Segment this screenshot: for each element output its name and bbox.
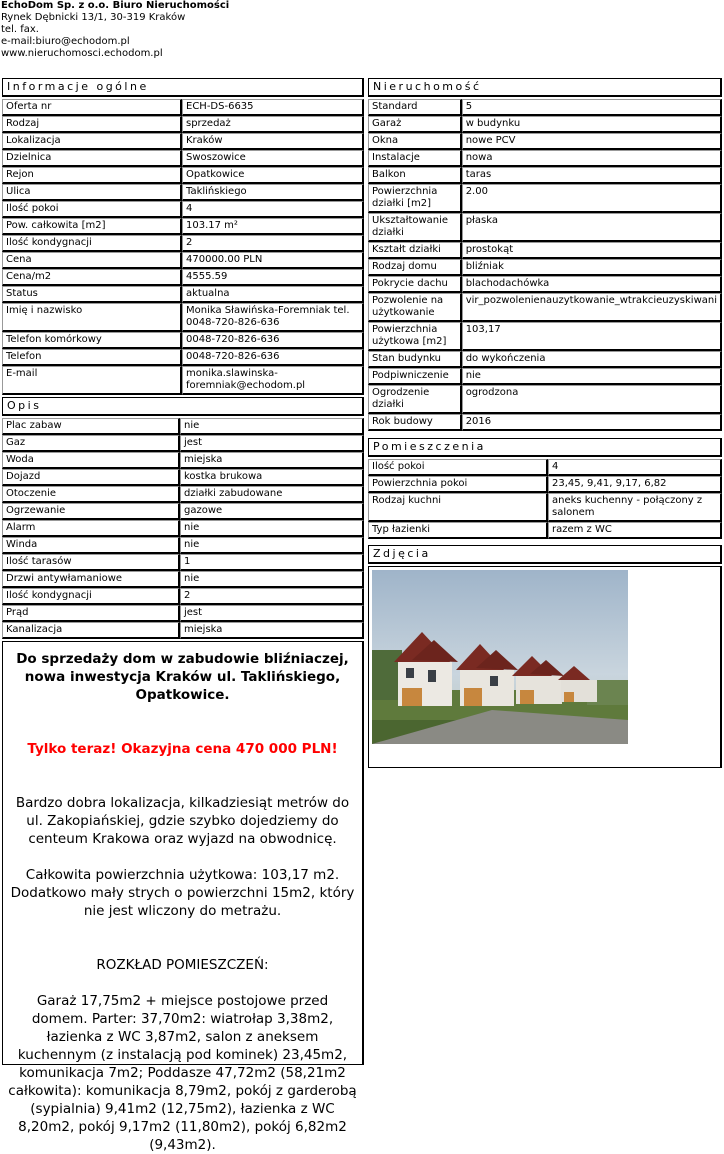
value-lokalizacja: Kraków (182, 133, 364, 150)
label-rok-budowy: Rok budowy (368, 414, 462, 431)
value-cena: 470000.00 PLN (182, 252, 364, 269)
house-illustration (372, 570, 628, 744)
value-gaz: jest (180, 435, 364, 452)
table-row (368, 368, 722, 385)
label-ulica: Ulica (2, 184, 182, 201)
table-row (2, 605, 364, 622)
label-otoczenie: Otoczenie (2, 486, 180, 503)
value-powierzchnia-dzialki-m2: 2.00 (462, 184, 722, 213)
label-ilosc-kondygnacji: Ilość kondygnacji (2, 588, 180, 605)
value-podpiwniczenie: nie (462, 368, 722, 385)
table-row (368, 133, 722, 150)
table-row (2, 167, 364, 184)
value-oferta-nr: ECH-DS-6635 (182, 99, 364, 116)
value-dojazd: kostka brukowa (180, 469, 364, 486)
section-photos-title: Zdjęcia (368, 545, 722, 564)
table-row (2, 235, 364, 252)
table-row (2, 418, 364, 435)
table-row (368, 493, 722, 522)
value-status: aktualna (182, 286, 364, 303)
value-standard: 5 (462, 99, 722, 116)
table-row (2, 286, 364, 303)
table-row (368, 167, 722, 184)
value-balkon: taras (462, 167, 722, 184)
label-ogrzewanie: Ogrzewanie (2, 503, 180, 520)
table-row (368, 213, 722, 242)
table-row (368, 259, 722, 276)
label-rodzaj-kuchni: Rodzaj kuchni (368, 493, 548, 522)
value-powierzchnia-pokoi: 23,45, 9,41, 9,17, 6,82 (548, 476, 722, 493)
value-ilosc-pokoi: 4 (182, 201, 364, 218)
company-phone: tel. fax. (1, 24, 39, 35)
value-rok-budowy: 2016 (462, 414, 722, 431)
table-row (368, 293, 722, 322)
value-instalacje: nowa (462, 150, 722, 167)
label-telefon: Telefon (2, 349, 182, 366)
table-row (368, 414, 722, 431)
right-column (368, 78, 722, 768)
label-uksztaltowanie-dzialki: Ukształtowanie działki (368, 213, 462, 242)
value-pokrycie-dachu: blachodachówka (462, 276, 722, 293)
label-e-mail: E-mail (2, 366, 182, 395)
value-pozwolenie-na-uzytkowanie: vir_pozwolenienauzytkowanie_wtrakcieuzyskiwani (462, 293, 722, 322)
label-telefon-komorkowy: Telefon komórkowy (2, 332, 182, 349)
label-oferta-nr: Oferta nr (2, 99, 182, 116)
table-row (2, 435, 364, 452)
value-okna: nowe PCV (462, 133, 722, 150)
section-property-title: Nieruchomość (368, 78, 722, 97)
label-cena: Cena (2, 252, 182, 269)
table-row (368, 476, 722, 493)
left-column (2, 78, 364, 1153)
table-row (2, 201, 364, 218)
description-area: Całkowita powierzchnia użytkowa: 103,17 m2. Dodatkowo mały strych o powierzchni 15m2, który nie jest wliczony do metrażu. (10, 867, 355, 919)
agency-header (1, 0, 229, 60)
company-website: www.nieruchomosci.echodom.pl (1, 48, 163, 59)
value-ilosc-tarasow: 1 (180, 554, 364, 571)
value-powierzchnia-uzytkowa-m2: 103,17 (462, 322, 722, 351)
table-row (2, 133, 364, 150)
table-row (368, 242, 722, 259)
label-cena-m2: Cena/m2 (2, 269, 182, 286)
value-ilosc-kondygnacji: 2 (182, 235, 364, 252)
value-ogrzewanie: gazowe (180, 503, 364, 520)
table-row (2, 349, 364, 366)
value-rodzaj-kuchni: aneks kuchenny - połączony z salonem (548, 493, 722, 522)
company-name: EchoDom Sp. z o.o. Biuro Nieruchomości (1, 0, 230, 11)
company-address: Rynek Dębnicki 13/1, 30-319 Kraków (1, 12, 186, 23)
company-email: e-mail:biuro@echodom.pl (1, 36, 130, 47)
value-e-mail: monika.slawinska-foremniak@echodom.pl (182, 366, 364, 395)
table-row (368, 116, 722, 133)
rooms-table (368, 459, 722, 539)
label-stan-budynku: Stan budynku (368, 351, 462, 368)
table-row (2, 486, 364, 503)
table-row (368, 184, 722, 213)
table-row (2, 537, 364, 554)
table-row (2, 622, 364, 639)
value-stan-budynku: do wykończenia (462, 351, 722, 368)
label-ilosc-kondygnacji: Ilość kondygnacji (2, 235, 182, 252)
value-rodzaj: sprzedaż (182, 116, 364, 133)
opis-table (2, 418, 364, 639)
table-row (2, 588, 364, 605)
label-ilosc-pokoi: Ilość pokoi (368, 459, 548, 476)
house-photo[interactable] (372, 570, 628, 744)
table-row (368, 322, 722, 351)
label-prad: Prąd (2, 605, 180, 622)
value-drzwi-antywlamaniowe: nie (180, 571, 364, 588)
value-pow-calkowita-m2: 103.17 m² (182, 218, 364, 235)
value-woda: miejska (180, 452, 364, 469)
table-row (368, 150, 722, 167)
label-ogrodzenie-dzialki: Ogrodzenie działki (368, 385, 462, 414)
label-dojazd: Dojazd (2, 469, 180, 486)
label-ksztalt-dzialki: Kształt działki (368, 242, 462, 259)
offer-description (2, 641, 364, 1153)
table-row (2, 366, 364, 395)
label-pozwolenie-na-uzytkowanie: Pozwolenie na użytkowanie (368, 293, 462, 322)
table-row (2, 571, 364, 588)
value-garaz: w budynku (462, 116, 722, 133)
value-kanalizacja: miejska (180, 622, 364, 639)
label-ilosc-pokoi: Ilość pokoi (2, 201, 182, 218)
photo-panel (368, 566, 722, 768)
table-row (2, 469, 364, 486)
label-gaz: Gaz (2, 435, 180, 452)
table-row (2, 99, 364, 116)
value-prad: jest (180, 605, 364, 622)
label-okna: Okna (368, 133, 462, 150)
description-promo: Tylko teraz! Okazyjna cena 470 000 PLN! (27, 741, 338, 757)
label-rodzaj: Rodzaj (2, 116, 182, 133)
value-typ-lazienki: razem z WC (548, 522, 722, 539)
value-rodzaj-domu: bliźniak (462, 259, 722, 276)
table-row (2, 116, 364, 133)
label-garaz: Garaż (368, 116, 462, 133)
table-row (368, 385, 722, 414)
table-row (368, 99, 722, 116)
table-row (2, 503, 364, 520)
description-headline: Do sprzedaży dom w zabudowie bliźniaczej, nowa inwestycja Kraków ul. Taklińskiego, Opatkowice. (16, 651, 349, 703)
label-balkon: Balkon (368, 167, 462, 184)
table-row (368, 522, 722, 539)
label-instalacje: Instalacje (368, 150, 462, 167)
table-row (2, 150, 364, 167)
label-lokalizacja: Lokalizacja (2, 133, 182, 150)
label-imie-i-nazwisko: Imię i nazwisko (2, 303, 182, 332)
description-location: Bardzo dobra lokalizacja, kilkadziesiąt metrów do ul. Zakopiańskiej, gdzie szybko dojedziemy do centeum Krakowa oraz wyjazd na obwodnicę. (15, 795, 350, 847)
table-row (2, 252, 364, 269)
table-row (2, 554, 364, 571)
description-layout-heading: ROZKŁAD POMIESZCZEŃ: (96, 957, 269, 973)
section-rooms-title: Pomieszczenia (368, 438, 722, 457)
property-table (368, 99, 722, 431)
table-row (368, 351, 722, 368)
value-imie-i-nazwisko: Monika Sławińska-Foremniak tel. 0048-720-826-636 (182, 303, 364, 332)
section-general-title: Informacje ogólne (2, 78, 364, 97)
label-alarm: Alarm (2, 520, 180, 537)
label-powierzchnia-dzialki-m2: Powierzchnia działki [m2] (368, 184, 462, 213)
table-row (2, 303, 364, 332)
table-row (2, 332, 364, 349)
label-drzwi-antywlamaniowe: Drzwi antywłamaniowe (2, 571, 180, 588)
table-row (2, 218, 364, 235)
label-pow-calkowita-m2: Pow. całkowita [m2] (2, 218, 182, 235)
label-standard: Standard (368, 99, 462, 116)
value-plac-zabaw: nie (180, 418, 364, 435)
value-ogrodzenie-dzialki: ogrodzona (462, 385, 722, 414)
section-opis-title: Opis (2, 397, 364, 416)
label-dzielnica: Dzielnica (2, 150, 182, 167)
table-row (2, 269, 364, 286)
label-podpiwniczenie: Podpiwniczenie (368, 368, 462, 385)
label-rodzaj-domu: Rodzaj domu (368, 259, 462, 276)
label-kanalizacja: Kanalizacja (2, 622, 180, 639)
table-row (2, 184, 364, 201)
label-woda: Woda (2, 452, 180, 469)
value-alarm: nie (180, 520, 364, 537)
label-winda: Winda (2, 537, 180, 554)
value-otoczenie: działki zabudowane (180, 486, 364, 503)
label-status: Status (2, 286, 182, 303)
value-rejon: Opatkowice (182, 167, 364, 184)
value-telefon: 0048-720-826-636 (182, 349, 364, 366)
label-powierzchnia-pokoi: Powierzchnia pokoi (368, 476, 548, 493)
label-plac-zabaw: Plac zabaw (2, 418, 180, 435)
label-pokrycie-dachu: Pokrycie dachu (368, 276, 462, 293)
label-ilosc-tarasow: Ilość tarasów (2, 554, 180, 571)
value-cena-m2: 4555.59 (182, 269, 364, 286)
value-uksztaltowanie-dzialki: płaska (462, 213, 722, 242)
description-layout: Garaż 17,75m2 + miejsce postojowe przed domem. Parter: 37,70m2: wiatrołap 3,38m2, łazienka z WC 3,87m2, salon z aneksem kuchennym (z instalacją pod kominek) 23,45m2, komunikacja 7m2; Poddasze 47,72m2 (58,21m2 całkowita): komunikacja 8,79m2, pokój z garderobą (sypialnia) 9,41m2 (12,75m2), łazienka z WC 8,20m2, pokój 9,17m2 (11,80m2), pokój 6,82m2 (9,43m2). (8, 993, 357, 1153)
label-typ-lazienki: Typ łazienki (368, 522, 548, 539)
label-powierzchnia-uzytkowa-m2: Powierzchnia użytkowa [m2] (368, 322, 462, 351)
table-row (368, 459, 722, 476)
value-dzielnica: Swoszowice (182, 150, 364, 167)
value-ilosc-kondygnacji: 2 (180, 588, 364, 605)
value-ksztalt-dzialki: prostokąt (462, 242, 722, 259)
value-ilosc-pokoi: 4 (548, 459, 722, 476)
value-winda: nie (180, 537, 364, 554)
table-row (2, 452, 364, 469)
value-ulica: Taklińskiego (182, 184, 364, 201)
general-table (2, 99, 364, 395)
value-telefon-komorkowy: 0048-720-826-636 (182, 332, 364, 349)
table-row (2, 520, 364, 537)
table-row (368, 276, 722, 293)
label-rejon: Rejon (2, 167, 182, 184)
